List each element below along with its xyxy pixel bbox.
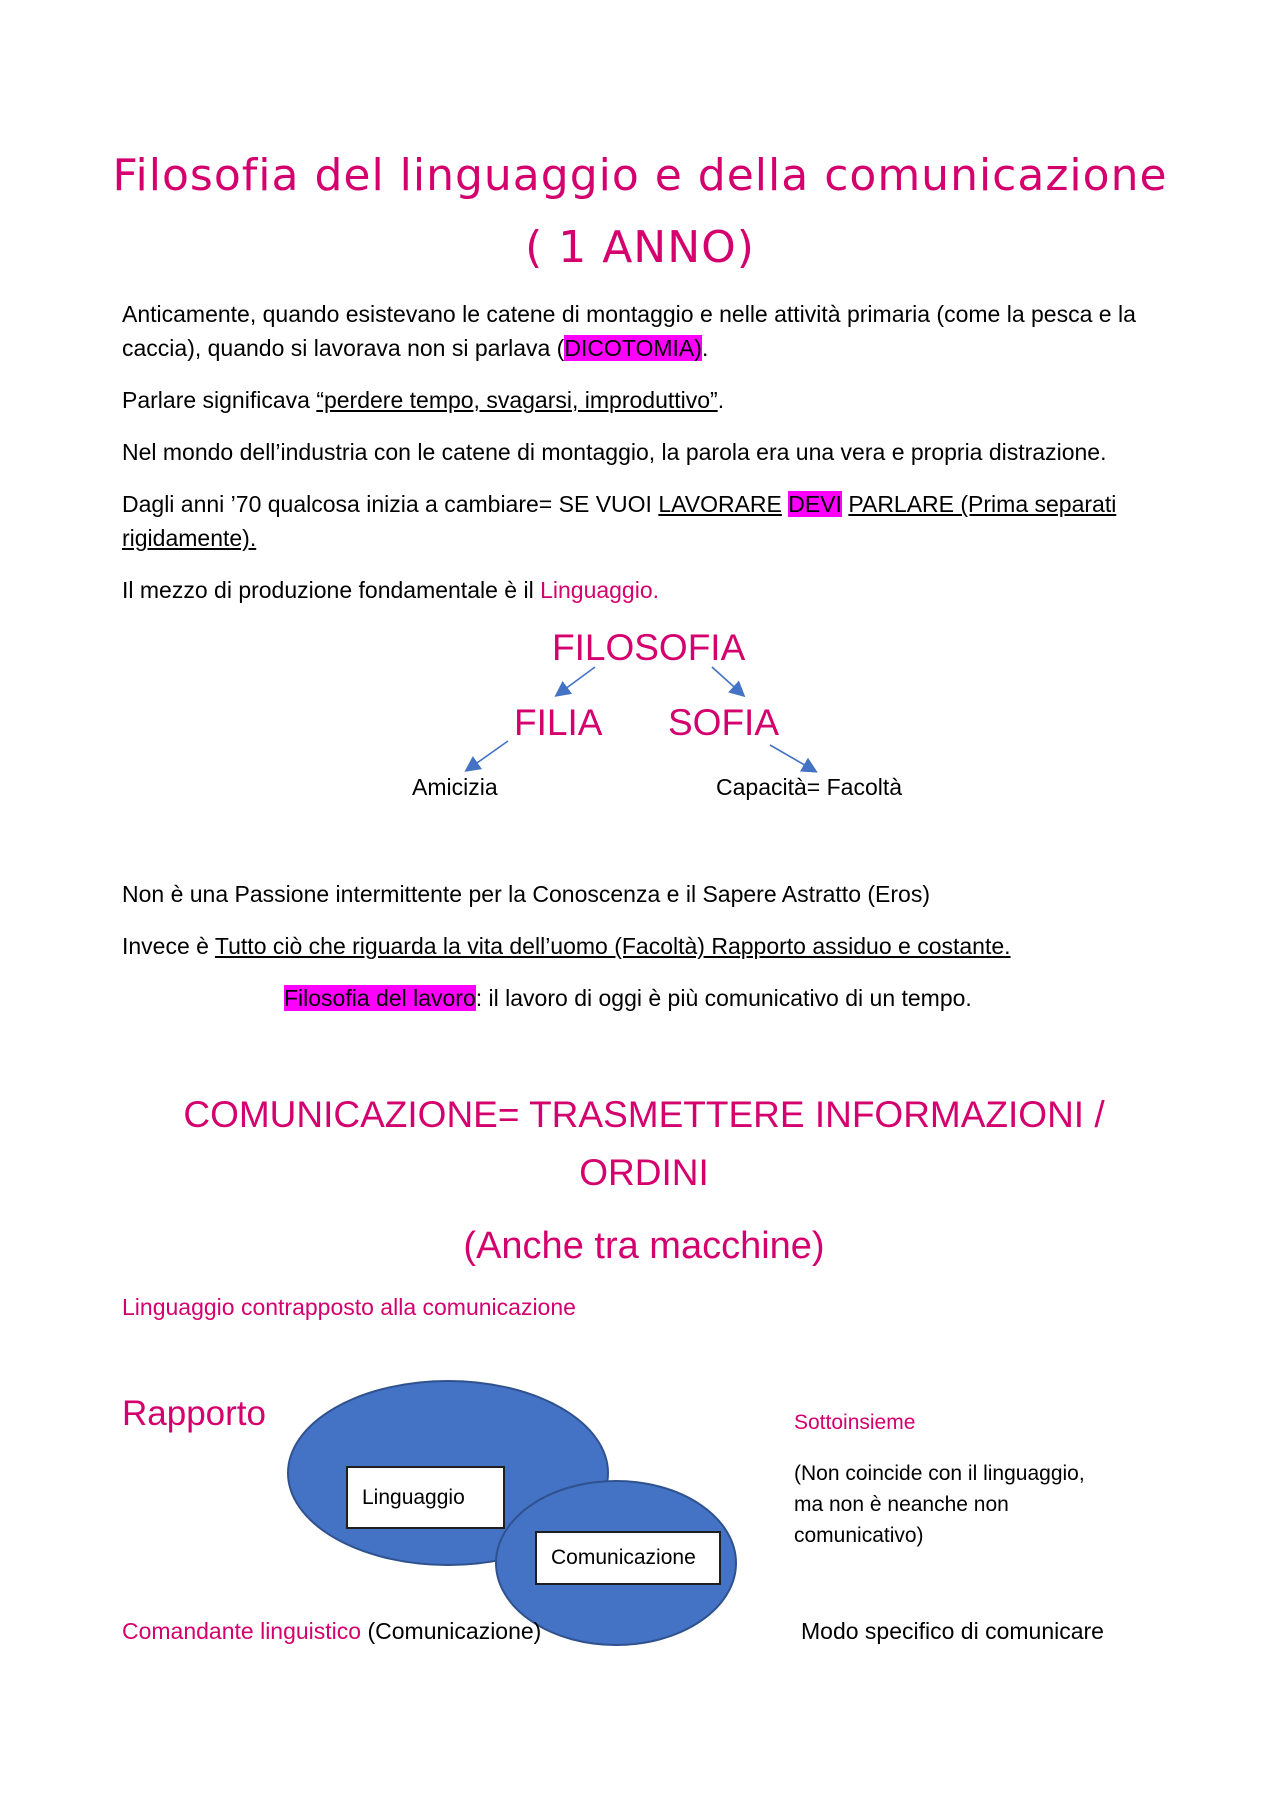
underlined-life-of-man: Tutto ciò che riguarda la vita dell’uomo (Facoltà) Rapporto assiduo e costante.	[214, 933, 1011, 959]
paragraph-not-passion: Non è una Passione intermittente per la Conoscenza e il Sapere Astratto (Eros)	[122, 881, 930, 907]
relationship-diagram	[0, 1360, 1280, 1660]
arrow-sofia-to-capacita	[770, 745, 815, 771]
communication-heading-line2: ORDINI	[579, 1152, 709, 1193]
contrast-line: Linguaggio contrapposto alla comunicazione	[122, 1294, 576, 1320]
paragraph-philosophy-of-work: Filosofia del lavoro: il lavoro di oggi è più comunicativo di un tempo.	[284, 985, 972, 1011]
paragraph-seventies: Dagli anni ’70 qualcosa inizia a cambiare= SE VUOI LAVORARE DEVI PARLARE (Prima separati rigidamente).	[122, 491, 1117, 551]
diagram-label-rapporto: Rapporto	[122, 1394, 266, 1433]
underlined-quote: “perdere tempo, svagarsi, improduttivo”	[316, 387, 718, 413]
paragraph-text: Anticamente, quando esistevano le catene di montaggio e nelle attività primaria (come la pesca e la caccia), quando si lavorava non si parlava (	[122, 301, 1136, 361]
box-comunicazione: Comunicazione	[535, 1531, 721, 1585]
etymology-root: FILOSOFIA	[552, 627, 746, 668]
arrow-root-to-filia	[557, 667, 595, 695]
highlight-devi: DEVI	[788, 491, 842, 517]
subset-title: Sottoinsieme	[794, 1411, 916, 1434]
etymology-capacita: Capacità= Facoltà	[716, 774, 903, 800]
highlight-filosofia-del-lavoro: Filosofia del lavoro	[284, 985, 476, 1011]
paragraph-industry: Nel mondo dell’industria con le catene di montaggio, la parola era una vera e propria distrazione.	[122, 439, 1107, 465]
etymology-arrows	[0, 0, 1280, 820]
pink-linguaggio: Linguaggio.	[540, 577, 660, 603]
etymology-amicizia: Amicizia	[412, 774, 498, 800]
etymology-filia: FILIA	[514, 702, 603, 743]
highlight-dicotomia: DICOTOMIA)	[564, 335, 702, 361]
paragraph-instead: Invece è Tutto ciò che riguarda la vita dell’uomo (Facoltà) Rapporto assiduo e costante.	[122, 933, 1011, 959]
page-title: Filosofia del linguaggio e della comunicazione	[112, 150, 1168, 201]
etymology-sofia: SOFIA	[668, 702, 780, 743]
specific-mode-line: Modo specifico di comunicare	[801, 1618, 1104, 1644]
paragraph-means-of-production: Il mezzo di produzione fondamentale è il Linguaggio.	[122, 577, 660, 603]
pink-comandante-linguistico: Comandante linguistico	[122, 1618, 362, 1644]
arrow-root-to-sofia	[712, 667, 743, 695]
subset-description: (Non coincide con il linguaggio, ma non è neanche non comunicativo)	[794, 1462, 1085, 1547]
underlined-lavorare: LAVORARE	[658, 491, 782, 517]
paragraph-ancient-work: Anticamente, quando esistevano le catene di montaggio e nelle attività primaria (come la pesca e la caccia), quando si lavorava non si parlava (DICOTOMIA).	[122, 301, 1136, 361]
underlined-parlare: PARLARE (Prima separati rigidamente).	[122, 491, 1117, 551]
communication-heading-line1: COMUNICAZIONE= TRASMETTERE INFORMAZIONI /	[183, 1094, 1105, 1135]
arrow-filia-to-amicizia	[467, 741, 508, 770]
paragraph-talking-meaning: Parlare significava “perdere tempo, svagarsi, improduttivo”.	[122, 387, 725, 413]
communication-subheading: (Anche tra macchine)	[463, 1225, 825, 1267]
commander-line: Comandante linguistico (Comunicazione)	[122, 1618, 542, 1644]
page-subtitle: ( 1 ANNO)	[525, 222, 755, 273]
box-linguaggio: Linguaggio	[346, 1466, 505, 1529]
